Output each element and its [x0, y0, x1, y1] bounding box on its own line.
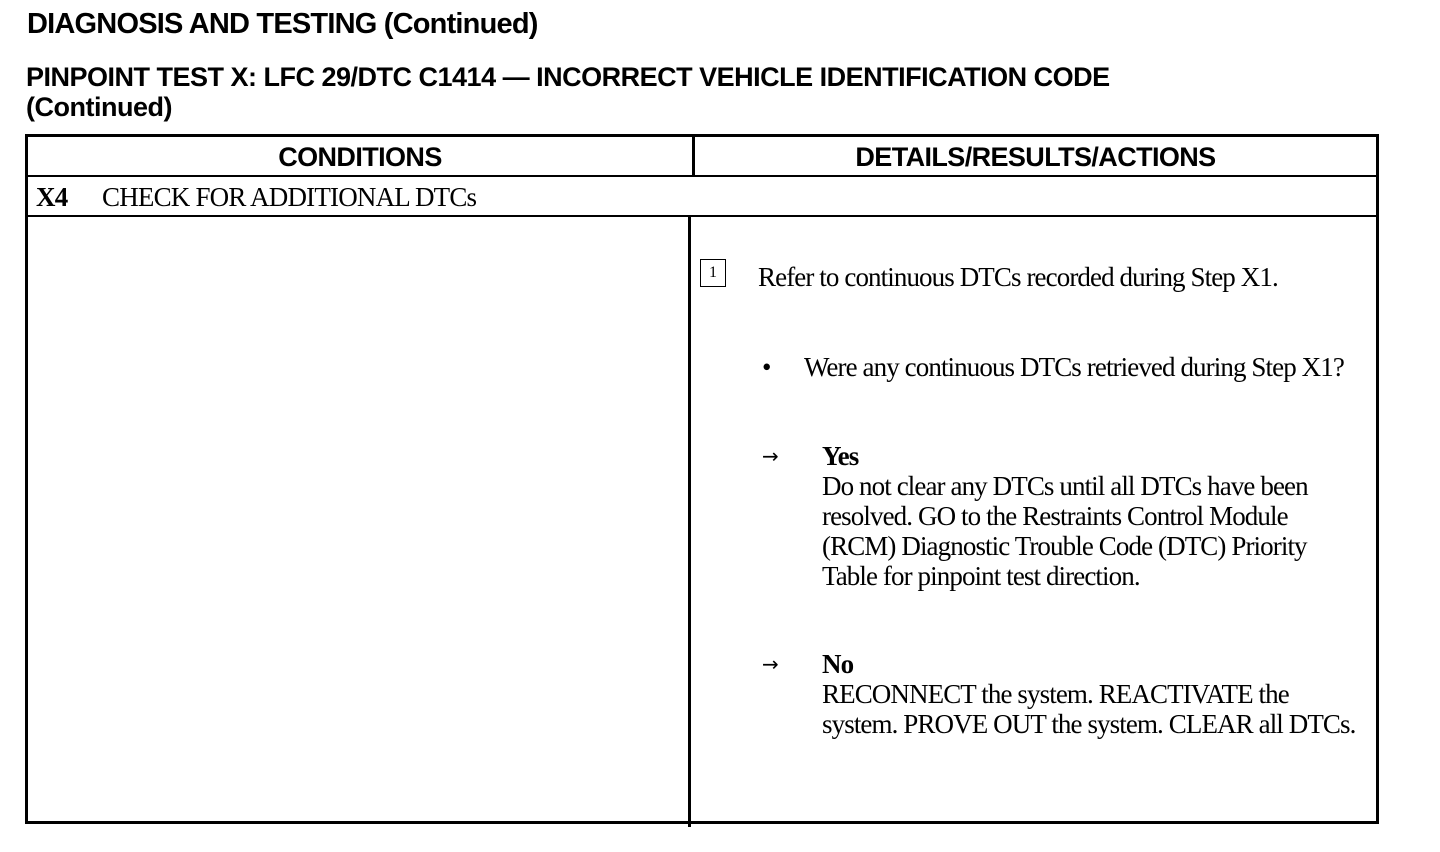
answer-yes-text: Do not clear any DTCs until all DTCs have been resolved. GO to the Restraints Control Module (RCM) Diagnostic Trouble Code (DTC) Priority Table for pinpoint test direction.	[822, 471, 1308, 591]
conditions-cell	[28, 217, 688, 817]
conditions-column-header: CONDITIONS	[278, 142, 442, 172]
pinpoint-test-table	[25, 134, 1379, 824]
test-title-line2: (Continued)	[26, 92, 172, 122]
bullet-icon: •	[762, 352, 771, 382]
header-rule	[28, 175, 1376, 177]
header-divider	[692, 137, 695, 175]
page-heading: DIAGNOSIS AND TESTING (Continued)	[27, 8, 538, 40]
answer-yes-body	[822, 441, 1362, 591]
details-column-header: DETAILS/RESULTS/ACTIONS	[855, 142, 1216, 172]
step-row	[36, 178, 476, 214]
arrow-right-icon: →	[762, 652, 778, 676]
answer-no-body	[822, 649, 1362, 739]
question-text: Were any continuous DTCs retrieved during Step X1?	[804, 352, 1344, 382]
answer-no-label: No	[822, 649, 854, 679]
action-step-number: 1	[700, 259, 726, 287]
answer-no-text: RECONNECT the system. REACTIVATE the system. PROVE OUT the system. CLEAR all DTCs.	[822, 679, 1356, 739]
action-instruction: Refer to continuous DTCs recorded during Step X1.	[758, 262, 1278, 292]
step-title: CHECK FOR ADDITIONAL DTCs	[102, 182, 477, 212]
answer-yes-label: Yes	[822, 441, 859, 471]
body-divider	[688, 217, 691, 827]
step-id: X4	[36, 182, 68, 212]
test-title-line1: PINPOINT TEST X: LFC 29/DTC C1414 — INCORRECT VEHICLE IDENTIFICATION CODE	[26, 62, 1110, 92]
arrow-right-icon: →	[762, 444, 778, 468]
pinpoint-test-title	[26, 62, 1366, 122]
